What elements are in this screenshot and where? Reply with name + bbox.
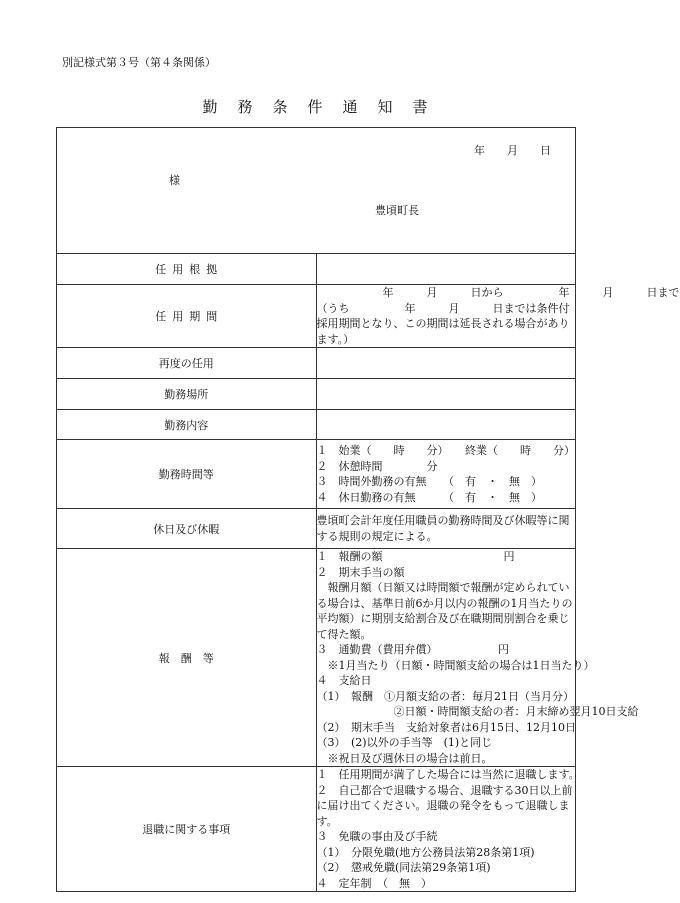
period-line-1: 年 月 日から 年 月 日まで [316,286,680,299]
period-line-2: （うち 年 月 日までは条件付採用期間となり、この期間は延長される場合があります。） [316,301,570,346]
value-period [316,285,680,348]
label-duties: 勤務内容 [57,410,317,440]
notice-header-cell [57,128,576,254]
value-hours [316,440,576,509]
value-retire [316,767,580,892]
pay-item: （3） (2)以外の手当等 (1)と同じ [316,736,493,749]
label-period: 任用期間 [57,285,317,348]
label-retire: 退職に関する事項 [57,767,317,892]
pay-item: ２ 期末手当の額 [316,565,405,579]
value-reappoint [316,348,576,379]
form-reference: 別記様式第３号（第４条関係） [62,56,216,69]
label-pay: 報 酬 等 [57,549,317,767]
pay-item: （2） 期末手当 支給対象者は6月15日、12月10日 [316,720,576,734]
retire-item: １ 任用期間が満了した場合には当然に退職します。 [316,768,580,781]
pay-item: ４ 支給日 [316,674,372,687]
hours-item: ２ 休憩時間 分 [316,459,438,473]
retire-item: （2） 懲戒免職(同法第29条第1項) [316,861,491,874]
hours-item: ４ 休日勤務の有無 （ 有 ・ 無 ） [316,490,542,504]
value-basis [316,254,576,285]
pay-item: （1） 報酬 ①月額支給の者：毎月21日（当月分） [316,689,574,703]
label-hours: 勤務時間等 [57,440,317,509]
hours-item: １ 始業（ 時 分） 終業（ 時 分） [316,444,575,457]
label-basis: 任用根拠 [57,254,317,285]
retire-item: （1） 分限免職(地方公務員法第28条第1項) [316,845,535,859]
retire-item: ３ 免職の事由及び手続 [316,830,438,843]
label-workplace: 勤務場所 [57,379,317,410]
pay-item: ※祝日及び週休日の場合は前日。 [316,751,493,765]
issuer: 豊頃町長 [375,204,419,217]
addressee: 様 [169,174,180,187]
pay-item: ３ 通勤費（費用弁償） 円 [316,643,509,656]
pay-item: 報酬月額（日額又は時間額で報酬が定められている場合は、基準日前6か月以内の報酬の1月当たりの平均額）に期別支給割合及び在職期間別割合を乗じて得た額。 [316,581,573,641]
value-holidays: 豊頃町会計年度任用職員の勤務時間及び休暇等に関する規則の規定による。 [316,509,576,549]
value-duties [316,410,576,440]
pay-item: １ 報酬の額 円 [316,550,515,563]
hours-item: ３ 時間外勤務の有無 （ 有 ・ 無 ） [316,475,542,488]
label-reappoint: 再度の任用 [57,348,317,379]
pay-item: ②日額・時間額支給の者：月末締め翌月10日支給 [316,705,639,718]
value-workplace [316,379,576,410]
retire-item: ４ 定年制 （ 無 ） [316,876,432,890]
document-title: 勤務条件通知書 [202,98,448,116]
pay-item: ※1月当たり（日額・時間額支給の場合は1日当たり） [316,658,595,672]
conditions-table [56,127,680,892]
retire-item: ２ 自己都合で退職する場合、退職する30日以上前に届け出てください。退職の発令をもって退職します。 [316,783,573,828]
notice-date: 年 月 日 [474,144,551,157]
label-holidays: 休日及び休暇 [57,509,317,549]
value-pay [316,549,639,767]
